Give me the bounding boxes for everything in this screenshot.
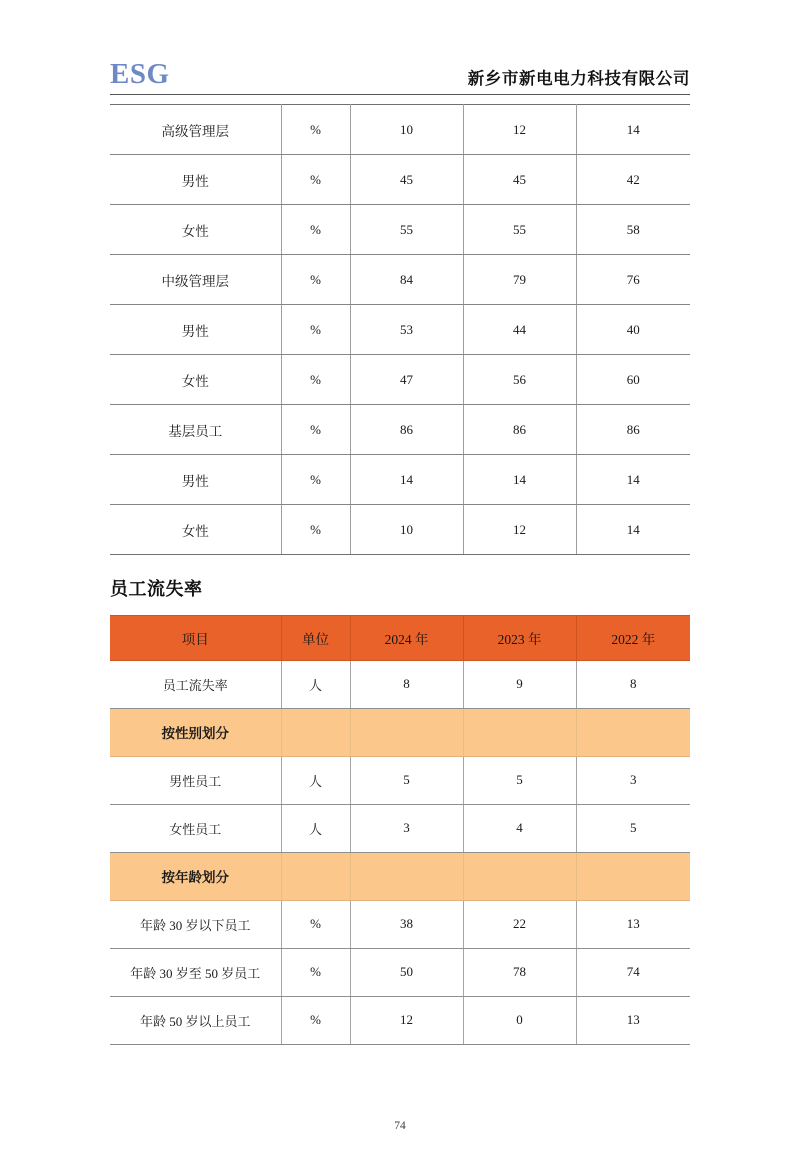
cell-unit: % <box>281 305 350 355</box>
cell-unit: % <box>281 900 350 948</box>
table-row <box>110 205 690 255</box>
cell-item: 按年龄划分 <box>110 852 281 900</box>
page-number: 74 <box>394 1120 406 1132</box>
cell-value-2022: 14 <box>576 455 690 505</box>
cell-value-2024: 86 <box>350 405 463 455</box>
cell-item: 年龄 50 岁以上员工 <box>110 996 281 1044</box>
cell-value-2023: 44 <box>463 305 576 355</box>
cell-value-2022: 86 <box>576 405 690 455</box>
cell-value-2024 <box>350 852 463 900</box>
workforce-table <box>110 104 690 555</box>
cell-value-2024: 45 <box>350 155 463 205</box>
cell-value-2024: 10 <box>350 505 463 555</box>
column-header-2024: 2024 年 <box>350 615 463 660</box>
cell-item: 男性 <box>110 455 281 505</box>
turnover-table-body <box>110 660 690 1044</box>
table-row <box>110 660 690 708</box>
cell-value-2022: 40 <box>576 305 690 355</box>
workforce-table-wrapper <box>110 104 690 555</box>
column-header-item: 项目 <box>110 615 281 660</box>
cell-value-2022: 3 <box>576 756 690 804</box>
cell-value-2023: 78 <box>463 948 576 996</box>
cell-value-2022: 8 <box>576 660 690 708</box>
table-row <box>110 405 690 455</box>
cell-value-2022: 13 <box>576 900 690 948</box>
cell-value-2024: 47 <box>350 355 463 405</box>
cell-value-2023 <box>463 852 576 900</box>
cell-value-2023: 4 <box>463 804 576 852</box>
cell-value-2023: 14 <box>463 455 576 505</box>
table-row <box>110 852 690 900</box>
cell-unit: % <box>281 405 350 455</box>
cell-unit: % <box>281 355 350 405</box>
cell-value-2024: 3 <box>350 804 463 852</box>
cell-unit: % <box>281 948 350 996</box>
cell-value-2022: 13 <box>576 996 690 1044</box>
cell-value-2023: 12 <box>463 505 576 555</box>
cell-value-2022 <box>576 708 690 756</box>
cell-unit: % <box>281 105 350 155</box>
cell-item: 男性员工 <box>110 756 281 804</box>
cell-value-2022 <box>576 852 690 900</box>
table-row <box>110 708 690 756</box>
table-row <box>110 505 690 555</box>
cell-unit: % <box>281 255 350 305</box>
cell-item: 员工流失率 <box>110 660 281 708</box>
cell-unit: 人 <box>281 804 350 852</box>
company-name: 新乡市新电电力科技有限公司 <box>467 68 690 88</box>
turnover-table <box>110 615 690 1045</box>
turnover-table-head <box>110 615 690 660</box>
table-row <box>110 255 690 305</box>
cell-item: 男性 <box>110 155 281 205</box>
column-header-unit: 单位 <box>281 615 350 660</box>
cell-value-2023: 22 <box>463 900 576 948</box>
cell-value-2022: 58 <box>576 205 690 255</box>
cell-unit: % <box>281 505 350 555</box>
cell-value-2023: 55 <box>463 205 576 255</box>
cell-value-2023 <box>463 708 576 756</box>
cell-value-2024: 53 <box>350 305 463 355</box>
cell-item: 高级管理层 <box>110 105 281 155</box>
table-row <box>110 804 690 852</box>
cell-value-2023: 79 <box>463 255 576 305</box>
cell-item: 年龄 30 岁至 50 岁员工 <box>110 948 281 996</box>
cell-value-2023: 45 <box>463 155 576 205</box>
cell-unit <box>281 708 350 756</box>
table-row <box>110 996 690 1044</box>
cell-unit: % <box>281 155 350 205</box>
table-row <box>110 756 690 804</box>
cell-value-2024: 50 <box>350 948 463 996</box>
table-row <box>110 155 690 205</box>
cell-value-2024: 38 <box>350 900 463 948</box>
table-row <box>110 455 690 505</box>
turnover-header-row <box>110 615 690 660</box>
cell-item: 男性 <box>110 305 281 355</box>
cell-unit <box>281 852 350 900</box>
cell-value-2023: 5 <box>463 756 576 804</box>
table-row <box>110 305 690 355</box>
table-row <box>110 948 690 996</box>
cell-item: 女性员工 <box>110 804 281 852</box>
cell-unit: 人 <box>281 660 350 708</box>
document-header <box>110 44 690 95</box>
cell-value-2023: 9 <box>463 660 576 708</box>
cell-value-2024: 10 <box>350 105 463 155</box>
document-page <box>0 44 800 1175</box>
esg-logo: ESG <box>110 58 170 90</box>
cell-value-2024: 8 <box>350 660 463 708</box>
cell-value-2022: 74 <box>576 948 690 996</box>
cell-item: 基层员工 <box>110 405 281 455</box>
cell-item: 女性 <box>110 505 281 555</box>
cell-value-2022: 5 <box>576 804 690 852</box>
cell-value-2023: 56 <box>463 355 576 405</box>
section-heading-turnover: 员工流失率 <box>110 579 203 599</box>
column-header-2022: 2022 年 <box>576 615 690 660</box>
cell-item: 按性别划分 <box>110 708 281 756</box>
cell-unit: % <box>281 205 350 255</box>
cell-value-2022: 14 <box>576 505 690 555</box>
cell-item: 中级管理层 <box>110 255 281 305</box>
table-row <box>110 900 690 948</box>
cell-value-2024: 12 <box>350 996 463 1044</box>
cell-value-2023: 86 <box>463 405 576 455</box>
cell-item: 年龄 30 岁以下员工 <box>110 900 281 948</box>
cell-value-2024: 5 <box>350 756 463 804</box>
cell-unit: % <box>281 455 350 505</box>
cell-value-2022: 60 <box>576 355 690 405</box>
cell-item: 女性 <box>110 355 281 405</box>
cell-unit: 人 <box>281 756 350 804</box>
table-row <box>110 105 690 155</box>
cell-value-2023: 12 <box>463 105 576 155</box>
cell-value-2024: 55 <box>350 205 463 255</box>
column-header-2023: 2023 年 <box>463 615 576 660</box>
cell-value-2022: 14 <box>576 105 690 155</box>
table-row <box>110 355 690 405</box>
cell-value-2024: 14 <box>350 455 463 505</box>
cell-value-2024: 84 <box>350 255 463 305</box>
cell-item: 女性 <box>110 205 281 255</box>
cell-value-2022: 42 <box>576 155 690 205</box>
cell-value-2024 <box>350 708 463 756</box>
cell-unit: % <box>281 996 350 1044</box>
workforce-table-body <box>110 105 690 555</box>
cell-value-2023: 0 <box>463 996 576 1044</box>
cell-value-2022: 76 <box>576 255 690 305</box>
